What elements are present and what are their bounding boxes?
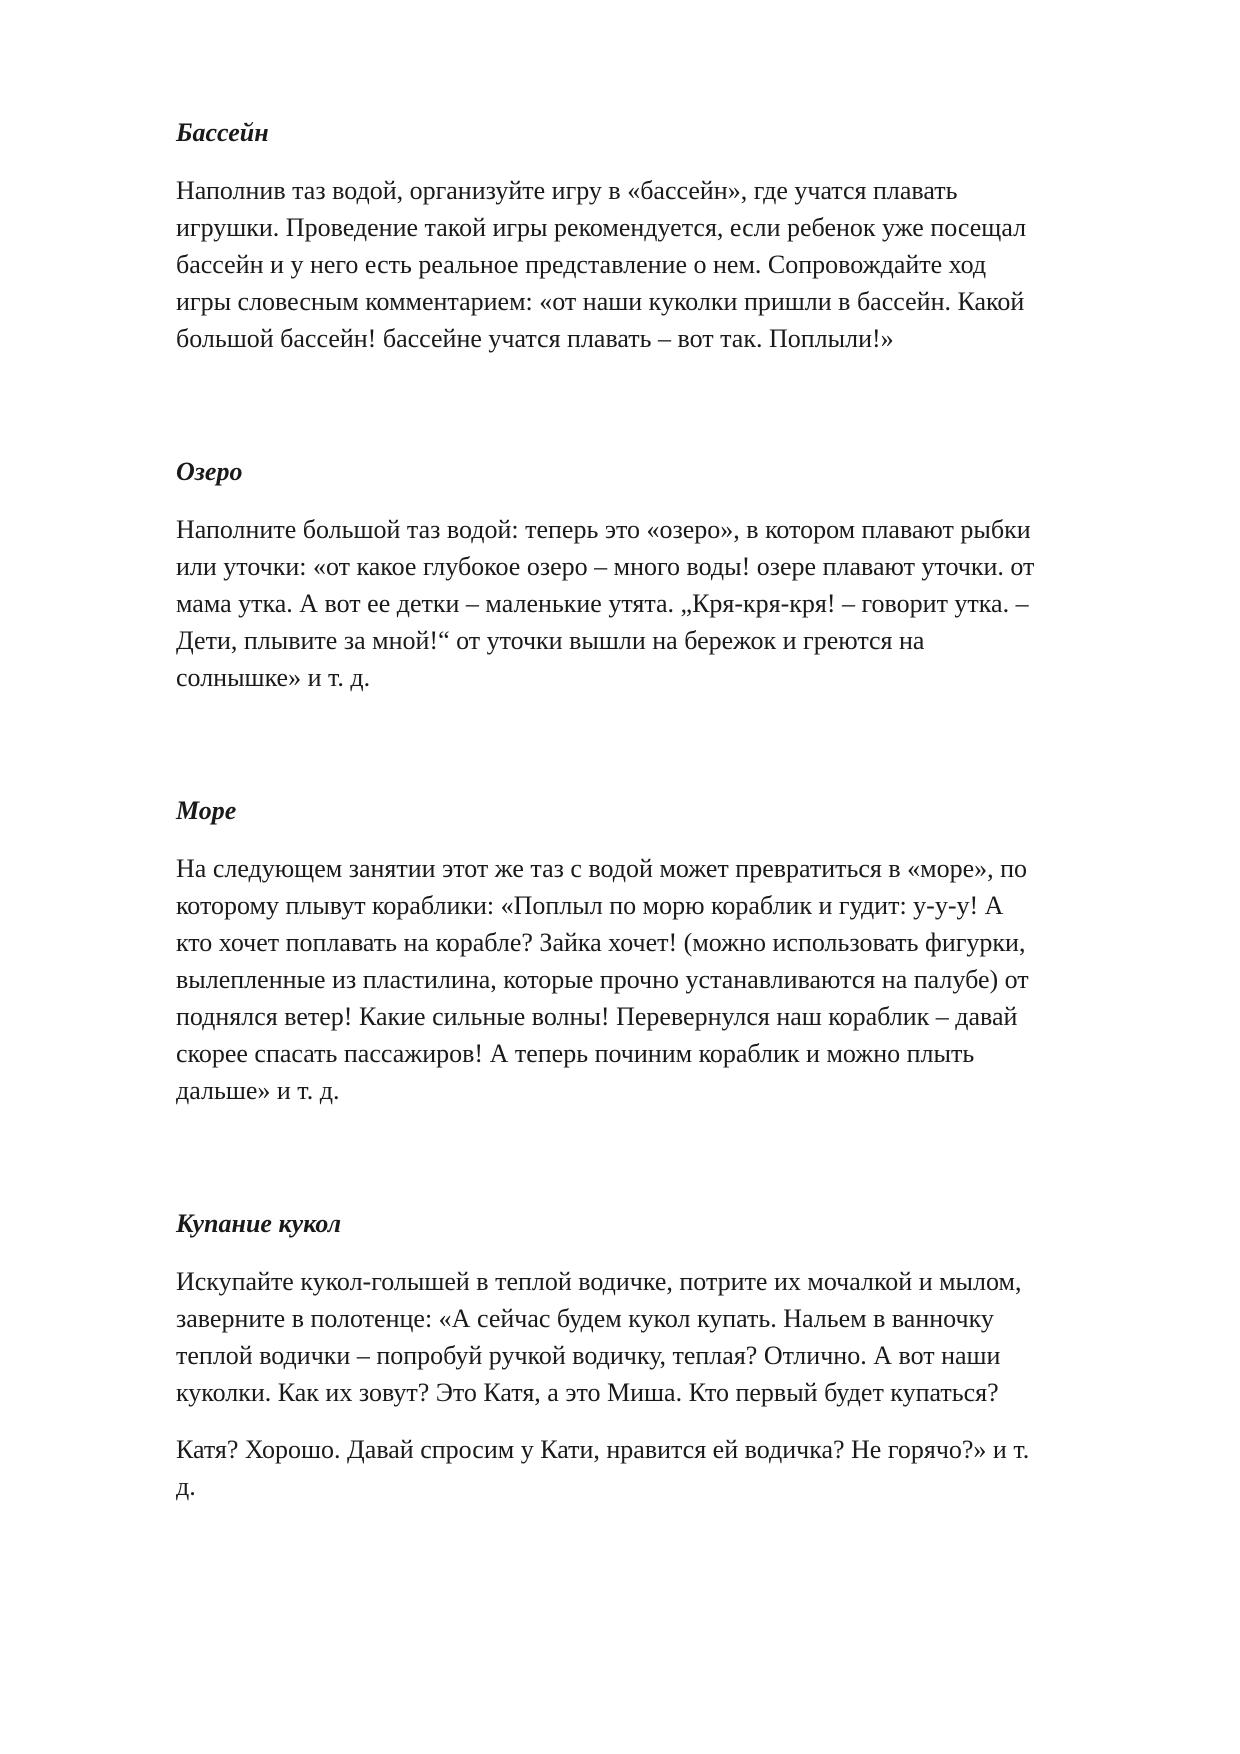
section-heading: Озеро — [176, 457, 243, 486]
section-more — [176, 796, 1176, 1109]
section-spacer — [176, 1109, 1176, 1209]
section-ozero — [176, 457, 1176, 696]
section-spacer — [176, 357, 1176, 457]
section-paragraph: На следующем занятии этот же таз с водой может превратиться в «море», по которому плывут кораблики: «Поплыл по морю кораблик и гудит: у-у-у! А кто хочет поплавать на корабле? Зайка хочет! (можно использовать фигурки, вылепленные из пластилина, которые прочно устанавливаются на палубе) от поднялся ветер! Какие сильные волны! Перевернулся наш кораблик – давай скорее спасать пассажиров! А теперь починим кораблик и можно плыть дальше» и т. д. — [176, 854, 1029, 1105]
section-paragraph: Искупайте кукол-голышей в теплой водичке, потрите их мочалкой и мылом, заверните в полотенце: «А сейчас будем кукол купать. Нальем в ванночку теплой водички – попробуй ручкой водичку, теплая? Отлично. А вот наши куколки. Как их зовут? Это Катя, а это Миша. Кто первый будет купаться? — [176, 1267, 1022, 1407]
section-paragraph: Наполнив таз водой, организуйте игру в «бассейн», где учатся плавать игрушки. Проведение такой игры рекомендуется, если ребенок уже посещал бассейн и у него есть реальное представление о нем. Сопровождайте ход игры словесным комментарием: «от наши куколки пришли в бассейн. Какой большой бассейн! бассейне учатся плавать – вот так. Поплыли!» — [176, 176, 1027, 353]
section-heading: Бассейн — [176, 118, 269, 147]
document-content — [176, 118, 1176, 1505]
section-heading: Купание кукол — [176, 1209, 342, 1238]
section-paragraph: Наполните большой таз водой: теперь это «озеро», в котором плавают рыбки или уточки: «от какое глубокое озеро – много воды! озере плавают уточки. от мама утка. А вот ее детки – маленькие утята. „Кря-кря-кря! – говорит утка. – Дети, плывите за мной!“ от уточки вышли на бережок и греются на солнышке» и т. д. — [176, 515, 1035, 692]
section-basseyn — [176, 118, 1176, 357]
section-spacer — [176, 696, 1176, 796]
section-heading: Море — [176, 796, 237, 825]
section-kupanie-kukol — [176, 1209, 1176, 1505]
section-paragraph: Катя? Хорошо. Давай спросим у Кати, нравится ей водичка? Не горячо?» и т. д. — [176, 1435, 1030, 1501]
